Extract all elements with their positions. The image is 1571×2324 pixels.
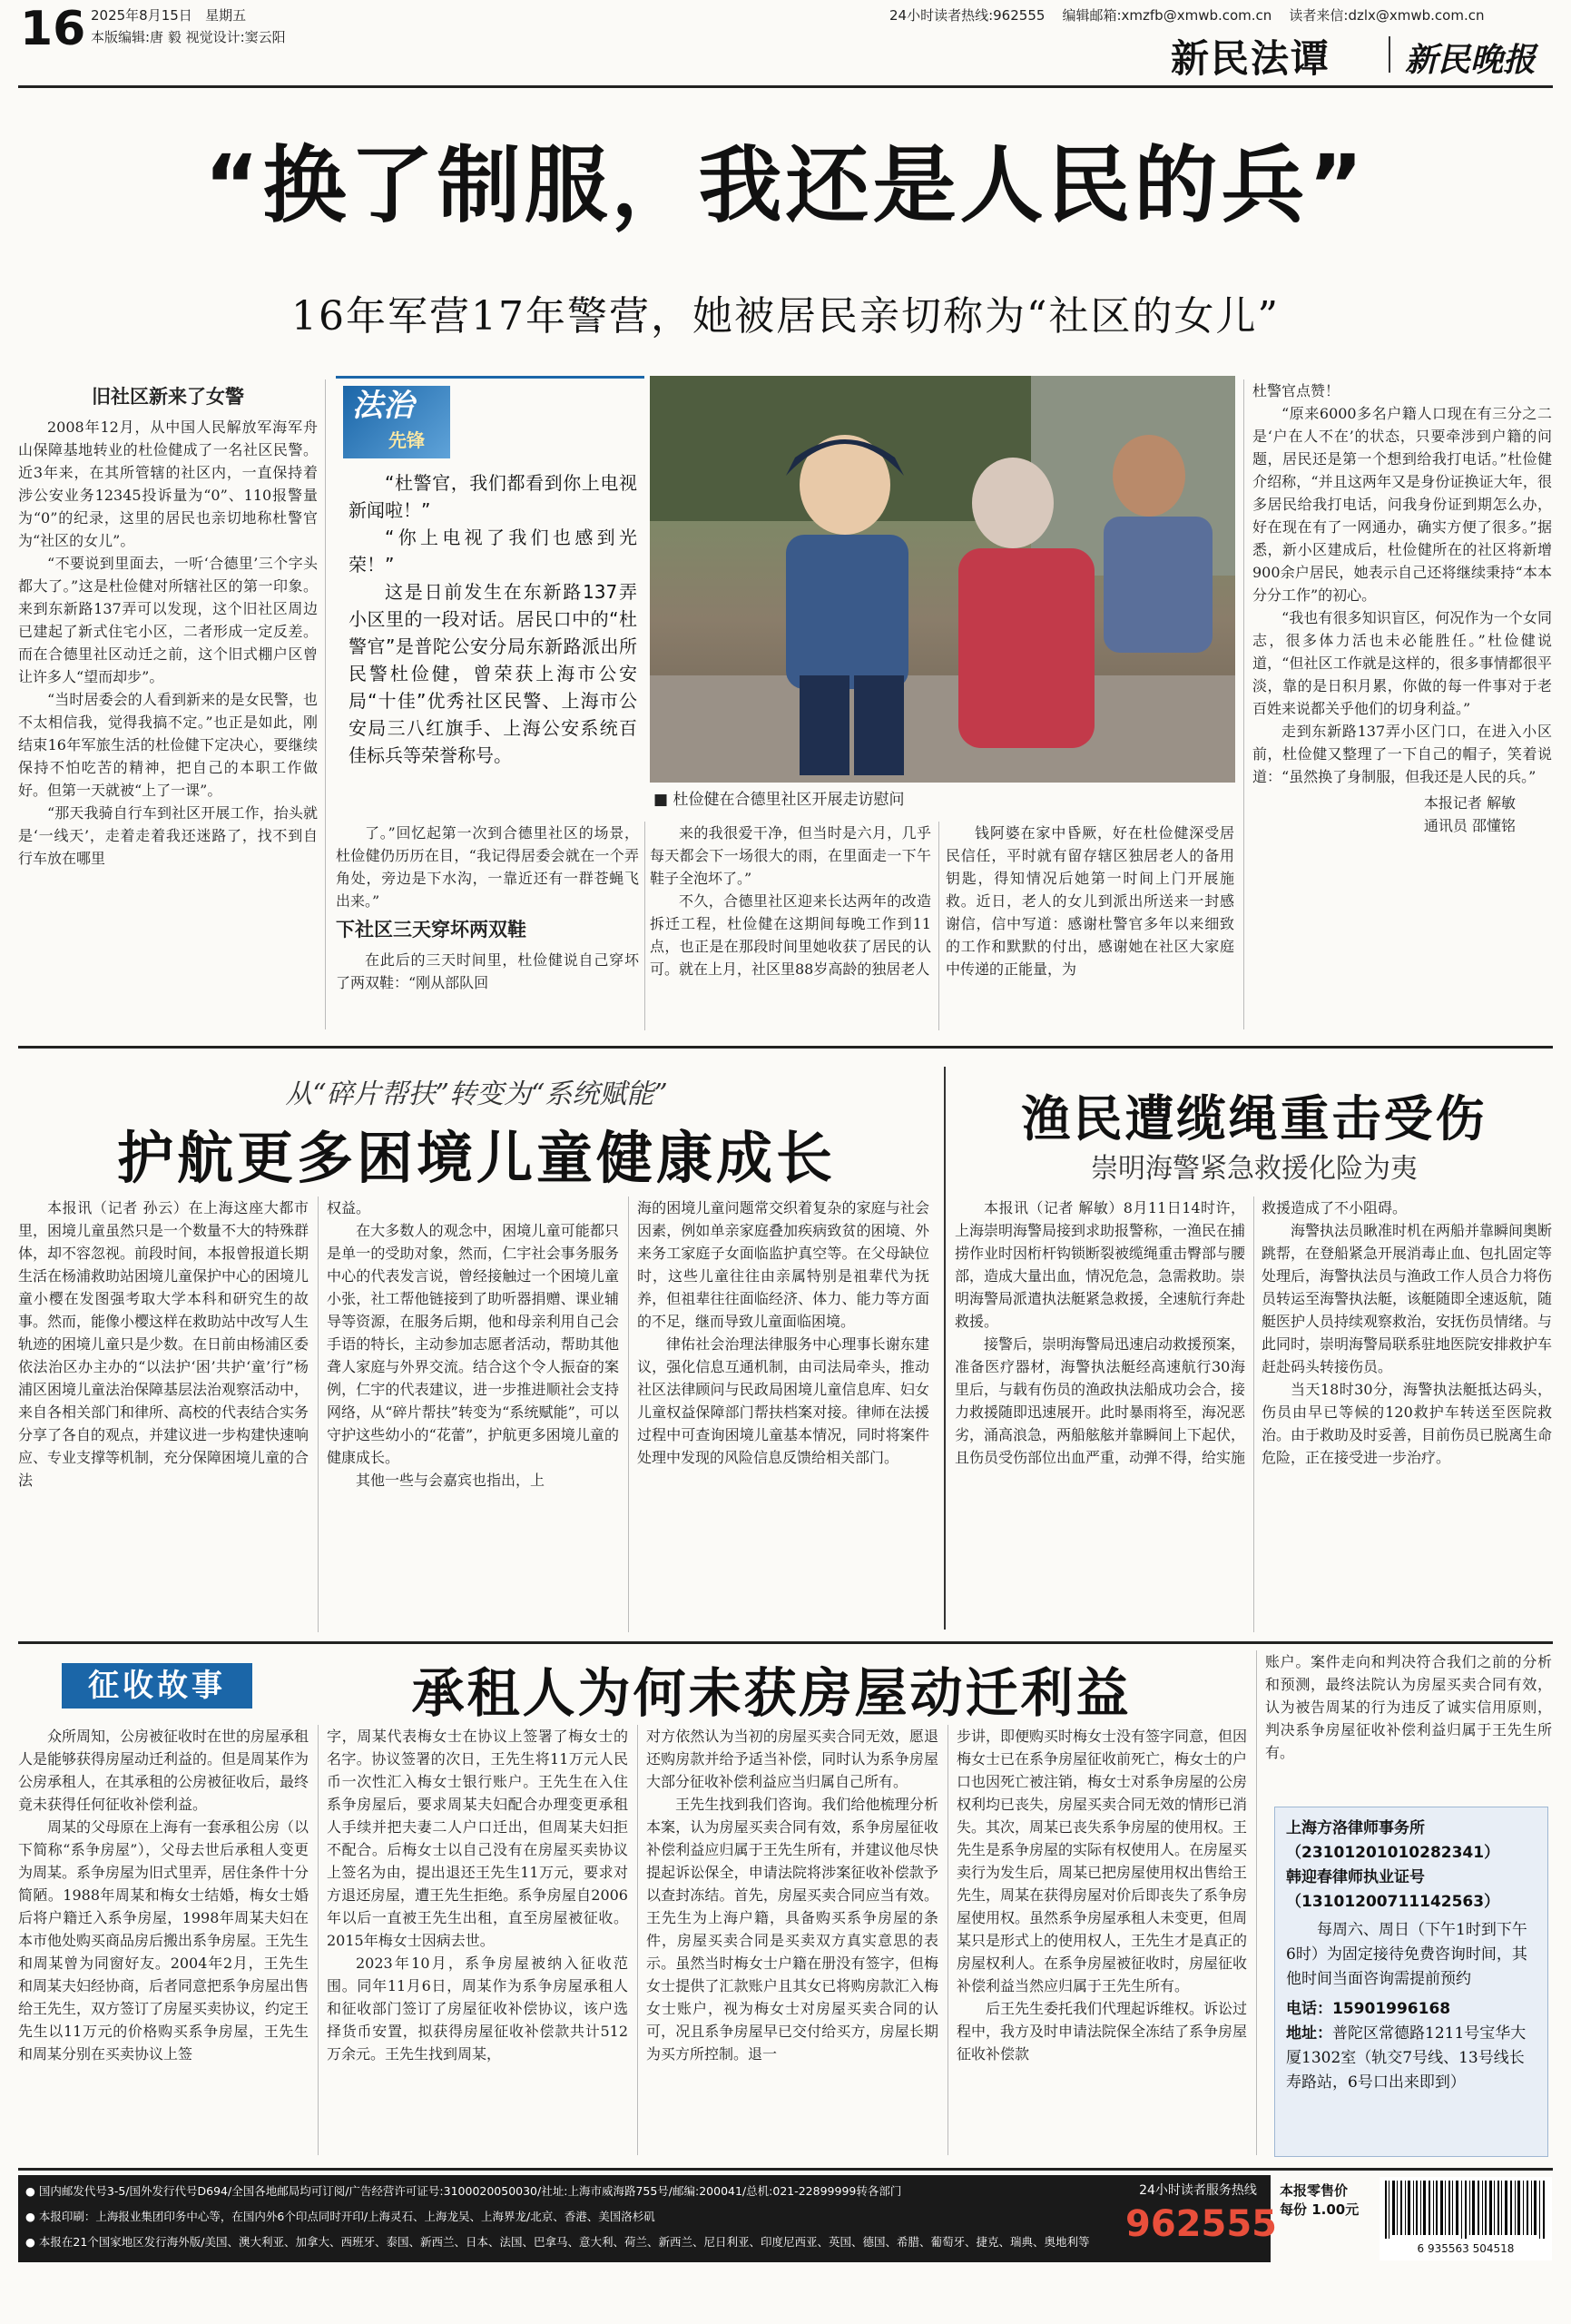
paragraph: 走到东新路137弄小区门口，在进入小区前，杜俭健又整理了一下自己的帽子，笑着说道：“虽然换了身制服，但我还是人民的兵。” — [1252, 723, 1552, 785]
paragraph: 2023年10月，系争房屋被纳入征收范围。同年11月6日，周某作为系争房屋承租人和征收部门签订了房屋征收补偿协议，该户选择货币安置，拟获得房屋征收补偿款共计512万余元。王先生找到周某， — [327, 1955, 628, 2063]
address-line: 地址：普陀区常德路1211号宝华大厦1302室（轨交7号线、13号线长寿路站，6号口出来即到） — [1286, 2024, 1527, 2092]
photo-caption: ■ 杜俭健在合德里社区开展走访慰问 — [653, 791, 905, 809]
paragraph: 在大多数人的观念中，困境儿童可能都只是单一的受助对象，然而，仁宇社会事务服务中心的代表发言说，曾经接触过一个困境儿童小张，社工帮他链接到了助听器捐赠、课业辅导等资源，在服务后期，他和母亲利用自己会手语的特长，主动参加志愿者活动，帮助其他聋人家庭与外界交流。结合这个令人振奋的案例，仁宇的代表建议，进一步推进顺社会支持网络，从“碎片帮扶”转变为“系统赋能”，可以守护这些幼小的“花蕾”，护航更多困境儿童的健康成长。 — [327, 1222, 619, 1466]
section-name: 新民法谭 — [1171, 36, 1331, 81]
reader-contacts: 24小时读者热线:962555 编辑邮箱:xmzfb@xmwb.com.cn 读者来信:dzlx@xmwb.com.cn — [889, 7, 1485, 24]
story4-headline: 承租人为何未获房屋动迁利益 — [411, 1662, 1132, 1724]
section-tag — [343, 386, 450, 458]
footer-rule — [18, 2168, 1553, 2171]
paragraph: 救援造成了不小阻碍。 — [1262, 1199, 1408, 1216]
story4-column-5 — [1265, 1650, 1552, 1787]
paragraph: “那天我骑自行车到社区开展工作，抬头就是‘一线天’，走着走着我还迷路了，找不到自行车放在哪里 — [18, 804, 318, 867]
paragraph: 本报讯（记者 解敏）8月11日14时许，上海崇明海警局接到求助报警称，一渔民在捕捞作业时因桁杆钩锁断裂被缆绳重击臀部与腰部，造成大量出血，情况危急，急需救助。崇明海警局派遣执法艇紧急救援，全速航行奔赴救援。 — [955, 1199, 1245, 1330]
lawyer-license: 韩迎春律师执业证号 — [1286, 1868, 1425, 1886]
paragraph: 对方依然认为当初的房屋买卖合同无效，愿退还购房款并给予适当补偿，同时认为系争房屋大部分征收补偿利益应当归属自己所有。 — [646, 1728, 938, 1790]
lead-column-1 — [18, 379, 318, 1029]
paragraph: “原来6000多名户籍人口现在有三分之二是‘户在人不在’的状态，只要牵涉到户籍的问题，居民还是第一个想到给我打电话。”杜俭健介绍称，“并且这两年又是身份证换证大年，很多居民给我打电话，问我身份证到期怎么办，好在现在有了一网通办，确实方便了很多。”据悉，新小区建成后，杜俭健所在的社区将新增900余户居民，她表示自己还将继续秉持“本本分分工作”的初心。 — [1252, 405, 1552, 604]
paragraph: “我也有很多知识盲区，何况作为一个女同志，很多体力活也未必能胜任。”杜俭健说道，“但社区工作就是这样的，很多事情都很平淡，靠的是日积月累，你做的每一件事对于老百姓来说都关乎他们的切身利益。” — [1252, 609, 1552, 717]
story3-subhead: 崇明海警紧急救援化险为夷 — [1091, 1153, 1418, 1185]
tag-title: 法治 — [352, 388, 414, 424]
paragraph: 周某的父母原在上海有一套承租公房（以下简称“系争房屋”），父母去世后承租人变更为周某。系争房屋为旧式里弄，居住条件十分简陋。1988年周某和梅女士结婚，梅女士婚后将户籍迁入系争房屋，1998年周某夫妇在本市他处购买商品房后搬出系争房屋。王先生和周某曾为同窗好友。2004年2月，王先生和周某夫妇经协商，后者同意把系争房屋出售给王先生，双方签订了房屋买卖协议，约定王先生以11万元的价格购买系争房屋，王先生和周某分别在买卖协议上签 — [18, 1818, 309, 2063]
paragraph: 字，周某代表梅女士在协议上签署了梅女士的名字。协议签署的次日，王先生将11万元人民币一次性汇入梅女士银行账户。王先生在入住系争房屋后，要求周某夫妇配合办理变更承租人手续并把夫妻二人户口迁出，但周某夫妇拒不配合。后梅女士以自己没有在房屋买卖协议上签名为由，提出退还王先生11万元，要求对方退还房屋，遭王先生拒绝。系争房屋自2006年以后一直被王先生出租，直至房屋被征收。2015年梅女士因病去世。 — [327, 1728, 628, 1949]
story2-column-2 — [327, 1196, 619, 1632]
page-number: 16 — [20, 2, 86, 56]
firm-name: 上海方洛律师事务所 — [1286, 1819, 1425, 1837]
editors-credit: 本版编辑:唐 毅 视觉设计:窦云阳 — [91, 29, 286, 45]
lawyer-license-code: （13101200711142563） — [1286, 1893, 1500, 1911]
newspaper-logo: 新民晚报 — [1405, 41, 1537, 79]
paragraph: 海警执法员瞅准时机在两船并靠瞬间奥断跳帮，在登船紧急开展消毒止血、包扎固定等处理后，海警执法员与渔政工作人员合力将伤员转运至海警执法艇，该艇随即全速返航，随艇医护人员持续观察救治，安抚伤员情绪。与此同时，崇明海警局联系驻地医院安排救护车赶赴码头转接伤员。 — [1262, 1222, 1552, 1375]
story4-column-2 — [327, 1725, 628, 2155]
retail-price: 本报零售价 每份 1.00元 — [1280, 2182, 1360, 2218]
paragraph: 杜警官点赞！ — [1252, 382, 1340, 399]
footer-info: ● 国内邮发代号3-5/国外发行代号D694/全国各地邮局均可订阅/广告经营许可证号:3100020050030/社址:上海市威海路755号/邮编:200041/总机:021-22899999转各部门 ● 本报印刷：上海报业集团印务中心等，在国内外6个印点同时开印/上海灵石、上海龙吴、上海界龙/北京、香港、美国洛杉矶 ● 本报在21个国家地区发行海外版/美国、澳大利亚、加拿大、西班牙、泰国、新西兰、日本、法国、巴拿马、意大利、荷兰、新西兰、尼日利亚、印度尼西亚、英国、德国、希腊、葡萄牙、捷克、瑞典、奥地利等 — [18, 2175, 1131, 2262]
paragraph: 钱阿婆在家中昏厥，好在杜俭健深受居民信任，平时就有留存辖区独居老人的备用钥匙，得知情况后她第一时间上门开展施救。近日，老人的女儿到派出所送来一封感谢信，信中写道：感谢杜警官多年以来细致的工作和默默的付出，感谢她在社区大家庭中传递的正能量，为 — [946, 824, 1234, 978]
story4-column-3 — [646, 1725, 938, 2155]
paragraph: 了。”回忆起第一次到合德里社区的场景，杜俭健仍历历在目，“我记得居委会就在一个弄角处，旁边是下水沟，一靠近还有一群苍蝇飞出来。” — [336, 824, 639, 910]
lead-col2-subheading: 下社区三天穿坏两双鞋 — [336, 919, 526, 940]
paragraph: “当时居委会的人看到新来的是女民警，也不太相信我，觉得我搞不定。”也正是如此，刚结束16年军旅生活的杜俭健下定决心，要继续保持不怕吃苦的精神，把自己的本职工作做好。但第一天就被“上了一课”。 — [18, 691, 318, 799]
story2-column-1 — [18, 1196, 309, 1632]
paragraph: 其他一些与会嘉宾也指出，上 — [356, 1472, 545, 1489]
paragraph: 不久，合德里社区迎来长达两年的改造拆迁工程，杜俭健在这期间每晚工作到11点，也正是在那段时间里她收获了居民的认可。就在上月，社区里88岁高龄的独居老人 — [650, 892, 931, 978]
lead-column-3 — [650, 822, 931, 1030]
paragraph: 律佑社会治理法律服务中心理事长谢东建议，强化信息互通机制，由司法局牵头，推动社区法律顾问与民政局困境儿童信息库、妇女儿童权益保障部门帮扶档案对接。律师在法援过程中可查询困境儿童基本情况，同时将案件处理中发现的风险信息反馈给相关部门。 — [637, 1335, 929, 1466]
story2-column-3 — [637, 1196, 929, 1632]
story3-column-2 — [1262, 1196, 1552, 1632]
paragraph: 来的我很爱干净，但当时是六月，几乎每天都会下一场很大的雨，在里面走一下午鞋子全泡坏了。” — [650, 824, 931, 887]
story-divider — [944, 1067, 946, 1630]
lead-column-2 — [336, 822, 639, 1030]
story2-headline: 护航更多困境儿童健康成长 — [116, 1125, 836, 1191]
paragraph: 权益。 — [327, 1199, 371, 1216]
service-hotline: 24小时读者服务热线 962555 — [1125, 2175, 1271, 2262]
section-rule — [18, 1046, 1553, 1049]
byline-correspondent: 通讯员 邵懂铭 — [1423, 817, 1516, 834]
lead-col1-subheading: 旧社区新来了女警 — [92, 386, 244, 408]
paragraph: 2008年12月，从中国人民解放军海军舟山保障基地转业的杜俭健成了一名社区民警。近3年来，在其所管辖的社区内，一直保持着涉公安业务12345投诉量为“0”、110报警量为“0”的纪录，这里的居民也亲切地称杜警官为“社区的女儿”。 — [18, 419, 318, 549]
intro-box — [336, 376, 644, 812]
header-divider — [1389, 36, 1390, 73]
paragraph: 在此后的三天时间里，杜俭健说自己穿坏了两双鞋：“刚从部队回 — [336, 951, 639, 991]
paragraph: 步讲，即便购买时梅女士没有签字同意，但因梅女士已在系争房屋征收前死亡，梅女士的户口也因死亡被注销，梅女士对系争房屋的公房权利均已丧失，房屋买卖合同无效的情形已消失。其次，周某已丧失系争房屋的使用权。王先生是系争房屋的实际有权使用人。在房屋买卖行为发生后，周某已把房屋使用权出售给王先生，周某在获得房屋对价后即丧失了系争房屋使用权。虽然系争房屋承租人未变更，但周某只是形式上的使用权人，王先生才是真正的房屋权利人。在系争房屋被征收时，房屋征收补偿利益当然应归属于王先生所有。 — [957, 1728, 1247, 1994]
paragraph: “不要说到里面去，一听‘合德里’三个字头都大了。”这是杜俭健对所辖社区的第一印象。来到东新路137弄可以发现，这个旧社区周边已建起了新式住宅小区，二者形成一定反差。而在合德里社区动迁之前，这个旧式棚户区曾让许多人“望而却步”。 — [18, 555, 318, 685]
story4-column-4 — [957, 1725, 1247, 2155]
firm-code: （23101201010282341） — [1286, 1844, 1500, 1862]
story4-tag: 征收故事 — [62, 1663, 252, 1709]
issue-date: 2025年8月15日 星期五 — [91, 7, 247, 24]
paragraph: 账户。案件走向和判决符合我们之前的分析和预测，最终法院认为房屋买卖合同有效，认为被告周某的行为违反了诚实信用原则，判决系争房屋征收补偿利益归属于王先生所有。 — [1265, 1653, 1552, 1761]
lead-subhead: 16年军营17年警营，她被居民亲切称为“社区的女儿” — [291, 293, 1280, 340]
story3-headline: 渔民遭缆绳重击受伤 — [1021, 1090, 1488, 1147]
lead-column-4 — [946, 822, 1234, 1030]
barcode: 6 935563 504518 — [1380, 2177, 1552, 2260]
lawyer-info-box — [1274, 1807, 1548, 2157]
lead-headline: “换了制服，我还是人民的兵” — [204, 137, 1367, 234]
paragraph: 众所周知，公房被征收时在世的房屋承租人是能够获得房屋动迁利益的。但是周某作为公房承租人，在其承租的公房被征收后，最终竟未获得任何征收补偿利益。 — [18, 1728, 309, 1813]
phone-line: 电话：15901996168 — [1286, 2000, 1451, 2018]
byline-reporter: 本报记者 解敏 — [1423, 794, 1516, 812]
intro-text: “杜警官，我们都看到你上电视新闻啦！” “你上电视了我们也感到光荣！” 这是日前发生在东新路137弄小区里的一段对话。居民口中的“杜警官”是普陀公安分局东新路派出所民警杜俭健，曾荣获上海市公安局“十佳”优秀社区民警、上海市公安局三八红旗手、上海公安系统百佳标兵等荣誉称号。 — [349, 472, 637, 766]
paragraph: 本报讯（记者 孙云）在上海这座大都市里，困境儿童虽然只是一个数量不大的特殊群体，却不容忽视。前段时间，本报曾报道长期生活在杨浦救助站困境儿童保护中心的困境儿童小樱在发图强考取大学本科和研究生的故事。然而，能像小樱这样在救助站中改写人生轨迹的困境儿童只是少数。在日前由杨浦区委依法治区办主办的“以法护‘困’共护‘童’行”杨浦区困境儿童法治保障基层法治观察活动中，来自各相关部门和律所、高校的代表结合实务分享了各自的观点，并建议进一步构建快速响应、专业支撑等机制，充分保障困境儿童的合法 — [18, 1199, 309, 1489]
story2-kicker: 从“碎片帮扶”转变为“系统赋能” — [285, 1078, 668, 1110]
paragraph: 当天18时30分，海警执法艇抵达码头，伤员由早已等候的120救护车转送至医院救治。由于救助及时妥善，目前伤员已脱离生命危险，正在接受进一步治疗。 — [1262, 1381, 1552, 1466]
paragraph: 王先生找到我们咨询。我们给他梳理分析本案，认为房屋买卖合同有效，系争房屋征收补偿利益应归属于王先生所有，并建议他尽快提起诉讼保全，申请法院将涉案征收补偿款予以查封冻结。首先，房屋买卖合同应当有效。王先生为上海户籍，具备购买系争房屋的条件，房屋买卖合同是买卖双方真实意思的表示。虽然当时梅女士户籍在册没有签字，但梅女士提供了汇款账户且其女已将购房款汇入梅女士账户，视为梅女士对房屋买卖合同的认可，况且系争房屋早已交付给买方，房屋长期为买方所控制。退一 — [646, 1796, 938, 2063]
story3-column-1 — [955, 1196, 1245, 1632]
paragraph: 后王先生委托我们代理起诉维权。诉讼过程中，我方及时申请法院保全冻结了系争房屋征收补偿款 — [957, 2000, 1247, 2063]
paragraph: 接警后，崇明海警局迅速启动救援预案，准备医疗器材，海警执法艇经高速航行30海里后，与载有伤员的渔政执法船成功会合，接力救援随即迅速展开。此时暴雨将至，海况恶劣，涌高浪急，两船舷舷并靠瞬间上下起伏，且伤员受伤部位出血严重，动弹不得，给实施 — [955, 1335, 1245, 1466]
section-rule — [18, 1641, 1553, 1644]
phone-number[interactable]: 15901996168 — [1332, 2000, 1451, 2018]
header-rule — [18, 85, 1553, 88]
lead-column-5 — [1252, 379, 1552, 1033]
lead-photo — [650, 376, 1235, 783]
paragraph: 海的困境儿童问题常交织着复杂的家庭与社会因素，例如单亲家庭叠加疾病致贫的困境、外来务工家庭子女面临监护真空等。在父母缺位时，这些儿童往往由亲属特别是祖辈代为抚养，但祖辈往往面临经济、体力、能力等方面的不足，继而导致儿童面临困境。 — [637, 1199, 929, 1330]
story4-column-1 — [18, 1725, 309, 2155]
consult-hours: 每周六、周日（下午1时到下午6时）为固定接待免费咨询时间，其他时间当面咨询需提前预约 — [1286, 1921, 1527, 1988]
tag-subtitle: 先锋 — [388, 429, 425, 451]
